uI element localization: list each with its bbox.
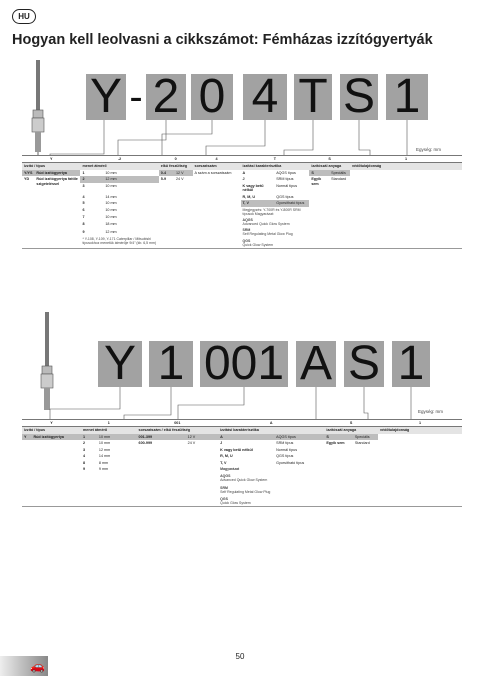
thread-code: 6 — [82, 207, 85, 212]
material-name: Speciális — [329, 170, 350, 176]
thread-size: 10 mm — [105, 183, 117, 188]
code-part-material: S — [344, 341, 384, 387]
code-part-protection: 1 — [392, 341, 430, 387]
leader-lines-2 — [0, 387, 480, 421]
type-name: Rúd izzítógyertya fattile szigeteléssel — [36, 177, 78, 186]
code-part-serial: 001 — [200, 341, 288, 387]
serial-description: A szám a sorszatszám — [194, 170, 232, 175]
material-name: Standard — [354, 441, 370, 446]
voltage-code: 001-399 — [137, 434, 186, 440]
subheader: izzító / típus — [22, 163, 80, 170]
material-name: Standard — [331, 177, 347, 182]
char-code: J — [242, 177, 245, 182]
subheader: menet átmérő — [81, 427, 137, 434]
char-name: SRM típus — [276, 441, 294, 446]
code-part-characteristic: A — [296, 341, 336, 387]
header-code: A — [218, 420, 324, 427]
char-code: K vagy betű nélkül — [220, 447, 253, 452]
voltage-value: 12 V — [174, 170, 193, 176]
voltage-value: 24 V — [187, 441, 196, 446]
page-title: Hogyan kell leolvasni a cikkszámot: Fémházas izzítógyertyák — [12, 32, 433, 48]
subheader: izzítószál anyaga — [324, 427, 378, 434]
char-note: Advanced Quick Glow System — [220, 478, 268, 483]
thread-code: 8 — [82, 222, 85, 227]
char-note: Self Regulating Metal Glow Plug — [242, 232, 293, 237]
dimension-unit-label: Egység: mm — [418, 409, 444, 414]
type-name: Rúd izzítógyertya — [34, 170, 80, 176]
code-part-voltage: 0 — [191, 74, 233, 120]
char-code: R, M, U — [242, 194, 256, 199]
header-code: 001 — [137, 420, 219, 427]
voltage-code: 5-9 — [160, 177, 167, 182]
subheader: izzító / típus — [22, 427, 81, 434]
thread-size: 9 mm — [98, 467, 109, 472]
thread-size: 10 mm — [105, 214, 117, 219]
code-part-material: S — [340, 74, 378, 120]
char-note: AQGS — [242, 217, 253, 222]
code-part-type: Y — [98, 341, 142, 387]
dimension-unit-label: Egység: mm — [416, 147, 442, 152]
thread-code: 8 — [83, 460, 86, 465]
code-part-characteristic: T — [294, 74, 332, 120]
header-code: 1 — [81, 420, 137, 427]
char-note: SRM — [220, 485, 228, 490]
type-code: Y/YS — [24, 170, 33, 175]
thread-code: 1 — [82, 170, 85, 175]
char-name: AQGS típus — [276, 170, 296, 175]
material-code: Egyik sem — [326, 441, 345, 446]
header-code: 0 — [159, 156, 193, 163]
thread-code: 1 — [81, 434, 97, 440]
material-name: Speciális — [353, 434, 378, 440]
char-name: Gyorsítható típus — [276, 460, 305, 465]
thread-size: 8 mm — [98, 460, 109, 465]
voltage-code: 600-999 — [138, 441, 153, 446]
thread-size: 12 mm — [103, 176, 158, 182]
subheader: védőtulajdonság — [378, 427, 462, 434]
material-code: Egyik sem — [311, 177, 322, 186]
type-code: Y — [22, 434, 31, 440]
thread-size: 10 mm — [105, 201, 117, 206]
material-code: S — [309, 170, 329, 176]
char-name: AQGS típus — [274, 434, 324, 440]
char-code: A — [242, 170, 246, 175]
thread-size: 18 mm — [105, 222, 117, 227]
char-note: Quick Glow System — [220, 501, 251, 506]
char-code: T, V — [220, 460, 227, 465]
char-note: QGS — [220, 497, 228, 501]
char-name: SRM típus — [276, 177, 294, 182]
page-number: 50 — [235, 652, 245, 661]
thread-code: 9 — [83, 467, 86, 472]
voltage-code: 0-4 — [159, 170, 174, 176]
char-name: Normál típus — [276, 183, 298, 188]
char-note: SRM — [242, 228, 251, 233]
code-part-protection: 1 — [386, 74, 428, 120]
char-code: A — [218, 434, 274, 440]
code-part-dash: - — [129, 75, 143, 119]
language-badge: HU — [12, 9, 36, 24]
thread-size: 12 mm — [105, 229, 117, 234]
subheader: menet átmérő — [80, 163, 158, 170]
header-code: T — [241, 156, 310, 163]
thread-code: 5 — [82, 201, 85, 206]
voltage-value: 24 V — [175, 177, 184, 182]
thread-size: 14 mm — [105, 194, 117, 199]
code-part-thread: 2 — [146, 74, 186, 120]
code-part-serial: 4 — [243, 74, 287, 120]
thread-code: 2 — [80, 176, 103, 182]
char-name: Normál típus — [276, 447, 298, 452]
char-note: QGS — [242, 238, 251, 243]
thread-size: 10 mm — [105, 207, 117, 212]
header-code: Y — [22, 156, 80, 163]
thread-code: 7 — [82, 214, 85, 219]
code-part-thread: 1 — [149, 341, 193, 387]
subheader: sorszatszám / elkü feszültség — [137, 427, 219, 434]
thread-size: 10 mm — [97, 434, 137, 440]
thread-code: 3 — [82, 183, 85, 188]
char-name: QGS típus — [276, 194, 294, 199]
subheader: izzítási karakterisztika — [218, 427, 324, 434]
voltage-value: 12 V — [186, 434, 219, 440]
thread-code: 9 — [82, 229, 85, 234]
header-code: Y — [22, 420, 81, 427]
char-note: Magyarázat — [220, 467, 240, 472]
char-note: Self Regulating Metal Glow Plug — [220, 489, 271, 494]
subheader: sorszatszám — [193, 163, 241, 170]
header-code: 1 — [350, 156, 462, 163]
thread-code: 3 — [83, 447, 86, 452]
subheader: védőtulajdonság — [350, 163, 462, 170]
thread-size: 14 mm — [98, 454, 111, 459]
header-code: 4 — [193, 156, 241, 163]
decoder-table-2 — [22, 419, 462, 507]
header-code: S — [324, 420, 378, 427]
header-code: 1 — [378, 420, 462, 427]
thread-note: * Y-108, Y-109, Y-171 Caterpillar / Mitsubishi típusokhoz menetük átmérője 9/4" (kb. 6,5 mm) — [82, 237, 157, 246]
thread-size: 10 mm — [105, 170, 117, 175]
decoder-table-1 — [22, 155, 462, 249]
header-code: -2 — [80, 156, 158, 163]
subheader: elkü feszültség — [159, 163, 193, 170]
char-name: Gyorsítható típus — [274, 200, 309, 206]
leader-lines-1 — [0, 120, 480, 160]
thread-size: 12 mm — [98, 447, 111, 452]
type-code: YD — [24, 177, 30, 182]
char-note: AQGS — [220, 474, 231, 479]
thread-size: 10 mm — [98, 441, 111, 446]
subheader: izzítási karakterisztika — [241, 163, 310, 170]
char-note: Quick Glow System — [242, 242, 274, 247]
subheader: izzítószál anyaga — [309, 163, 350, 170]
char-note: Megjegyzés: Y-700R és Y-800R SRM típusok Magyarázat: — [242, 207, 301, 216]
char-code: T, V — [241, 200, 275, 206]
thread-code: 2 — [83, 441, 86, 446]
char-name: QGS típus — [276, 454, 294, 459]
char-code: R, M, U — [220, 454, 233, 459]
char-code: J — [220, 441, 223, 446]
char-note: Advanced Quick Glow System — [242, 222, 290, 227]
type-name: Rúd izzítógyertya — [31, 434, 81, 440]
car-icon: 🚗 — [30, 659, 45, 673]
char-code: K vagy betű nélkül — [242, 183, 264, 193]
material-code: S — [324, 434, 353, 440]
code-part-type: Y — [86, 74, 126, 120]
thread-code: 4 — [83, 454, 86, 459]
thread-code: 4 — [82, 194, 85, 199]
header-code: S — [309, 156, 350, 163]
